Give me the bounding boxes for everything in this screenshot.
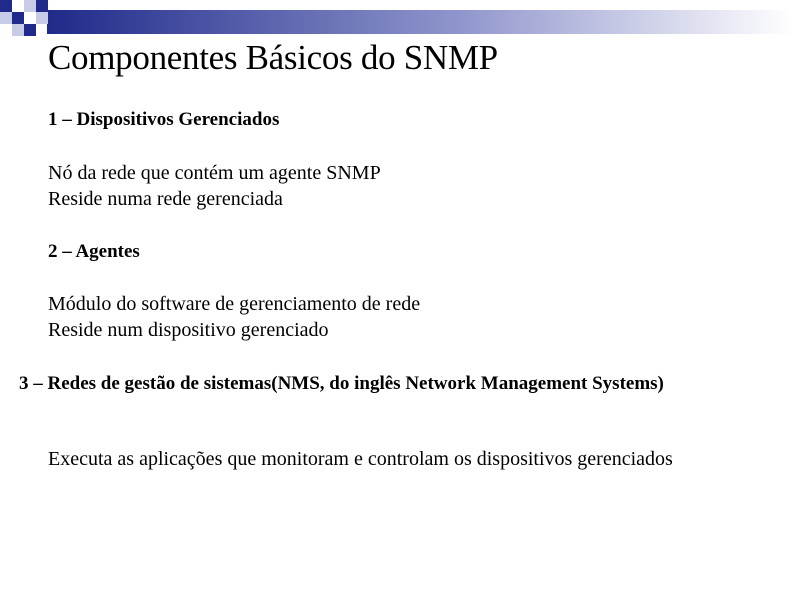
header-square-8 <box>36 0 48 12</box>
section-3-line-1: Executa as aplicações que monitoram e controlam os dispositivos gerenciados <box>48 448 673 470</box>
header-square-2 <box>12 12 24 24</box>
header-square-1 <box>0 0 12 12</box>
header-square-3 <box>0 12 12 24</box>
section-1-line-1: Nó da rede que contém um agente SNMP <box>48 162 381 184</box>
header-square-5 <box>36 12 48 24</box>
header-square-4 <box>24 0 36 12</box>
section-3-heading: 3 – Redes de gestão de sistemas(NMS, do inglês Network Management Systems) <box>19 373 664 394</box>
header-square-6 <box>12 24 24 36</box>
section-2-line-2: Reside num dispositivo gerenciado <box>48 319 329 341</box>
section-2-heading: 2 – Agentes <box>48 241 140 262</box>
slide-title: Componentes Básicos do SNMP <box>48 38 498 77</box>
header-gradient-band <box>47 10 794 34</box>
header-square-7 <box>24 24 36 36</box>
section-1-heading: 1 – Dispositivos Gerenciados <box>48 109 280 130</box>
section-1-line-2: Reside numa rede gerenciada <box>48 188 283 210</box>
section-2-line-1: Módulo do software de gerenciamento de rede <box>48 293 421 315</box>
